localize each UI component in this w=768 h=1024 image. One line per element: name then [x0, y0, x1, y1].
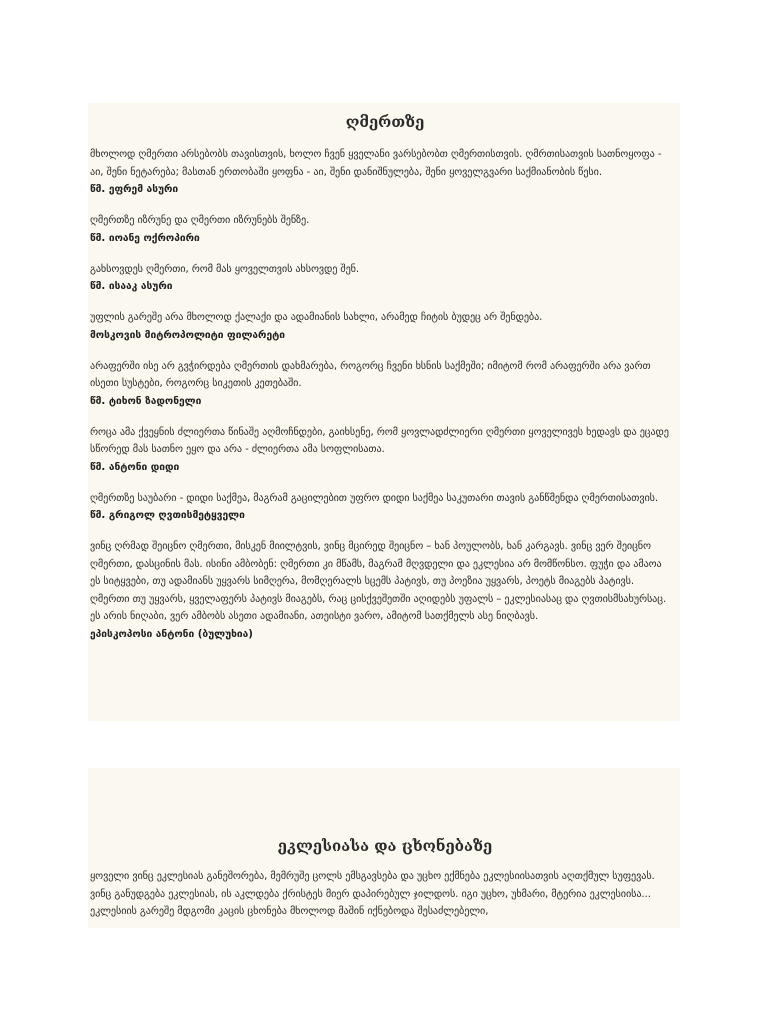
quote-block — [90, 309, 680, 344]
quote-block — [90, 212, 680, 247]
section-church-salvation — [88, 768, 680, 928]
quote-block — [90, 358, 680, 410]
quote-block — [90, 868, 680, 921]
quote-author: წმ. იოანე ოქროპირი — [90, 232, 200, 244]
quote-block — [90, 424, 680, 476]
quote-block — [90, 261, 680, 296]
quote-author: წმ. ანტონი დიდი — [90, 461, 180, 473]
quote-author: წმ. ისააკ ასური — [90, 281, 173, 292]
quote-text: არაფერში ისე არ გვჭირდება ღმერთის დახმარება, როგორც ჩვენი ხსნის საქმეში; იმიტომ რომ არაფერში არა ვართ ისეთი სუსტები, როგორც სიკეთის კეთებაში. — [90, 360, 651, 389]
quote-author: წმ. ტიხონ ზადონელი — [90, 395, 202, 407]
section-title: ეკლესიასა და ცხონებაზე — [277, 837, 493, 855]
quote-author: წმ. გრიგოლ ღვთისმეტყველი — [90, 510, 245, 521]
quote-text: ღმერთზე იზრუნე და ღმერთი იზრუნებს შენზე. — [90, 215, 310, 226]
quote-text: ღმერთზე საუბარი - დიდი საქმეა, მაგრამ გაცილებით უფრო დიდი საქმეა საკუთარი თავის განწმენდა ღმერთისათვის. — [90, 492, 659, 504]
quote-text: უფლის გარეშე არა მხოლოდ ქალაქი და ადამიანის სახლი, არამედ ჩიტის ბუდეც არ შენდება. — [90, 312, 543, 323]
quote-text: მხოლოდ ღმერთი არსებობს თავისთვის, ხოლო ჩვენ ყველანი ვარსებობთ ღმერთისთვის. ღმრთისათვის სათნოყოფა - აი, შენი ნეტარება; მასთან ერთობაში ყოფნა - აი, შენი დანიშნულება, შენი ყოველგვარი საქმიანობის წესი. — [90, 149, 662, 178]
section-title: ღმერთზე — [345, 113, 425, 131]
quote-author: ეპისკოპოსი ანტონი (ბულუხია) — [90, 628, 253, 640]
quote-block — [90, 146, 680, 198]
quote-text: როცა ამა ქვეყნის ძლიერთა წინაშე აღმოჩნდები, გაიხსენე, რომ ყოვლადძლიერი ღმერთი ყოველივეს ხედავს და ეცადე სწორედ მას სათნო ეყო და არა - ძლიერთა ამა სოფლისათა. — [90, 426, 669, 455]
quote-author: წმ. ეფრემ ასური — [90, 184, 179, 195]
quote-text: ვინც ღრმად შეიცნო ღმერთი, მისკენ მიილტვის, ვინც მცირედ შეიცნო – ხან პოულობს, ხან კარგავს. ვინც ვერ შეიცნო ღმერთი, დასცინის მას. ისინი ამბობენ: ღმერთი კი მწამს, მაგრამ მღვდელი და ეკლესია არ მომწონსო. ფუჭი და ამაოა ეს სიტყვები, თუ ადამიანს უყვარს სიმღერა, მომღერალს სცემს პატივს, თუ პოეზია უყვარს, პოეტს მიაგებს პატივს. ღმერთი თუ უყვარს, ყველაფერს პატივს მიაგებს, რაც ცისქვეშეთში აღიდებს უფალს – ეკლესიასაც და ღვთისმსახურსაც. ეს არის ნიღაბი, ვერ ამბობს ასეთი ადამიანი, ათეისტი ვარო, ამიტომ სათქმელს ასე ნიღბავს. — [90, 541, 667, 622]
quote-block — [90, 538, 680, 643]
quote-text: ყოველი ვინც ეკლესიას განეშორება, მემრუშე ცოლს ემსგავსება და უცხო ექმნება ეკლესიისათვის აღთქმულ სუფევას. ვინც განუდგება ეკლესიას, ის აკლდება ქრისტეს მიერ დაპირებულ ჯილდოს. იგი უცხო, უხმარი, მტერია ეკლესიისა... ეკლესიის გარეშე მდგომი კაცის ცხონება მხოლოდ მაშინ იქნებოდა შესაძლებელი, — [90, 871, 655, 917]
section-ghmertze — [88, 103, 680, 721]
quote-block — [90, 490, 680, 525]
quote-text: გახსოვდეს ღმერთი, რომ მას ყოველთვის ახსოვდე შენ. — [90, 263, 360, 275]
quote-author: მოსკოვის მიტროპოლიტი ფილარეტი — [90, 329, 285, 341]
